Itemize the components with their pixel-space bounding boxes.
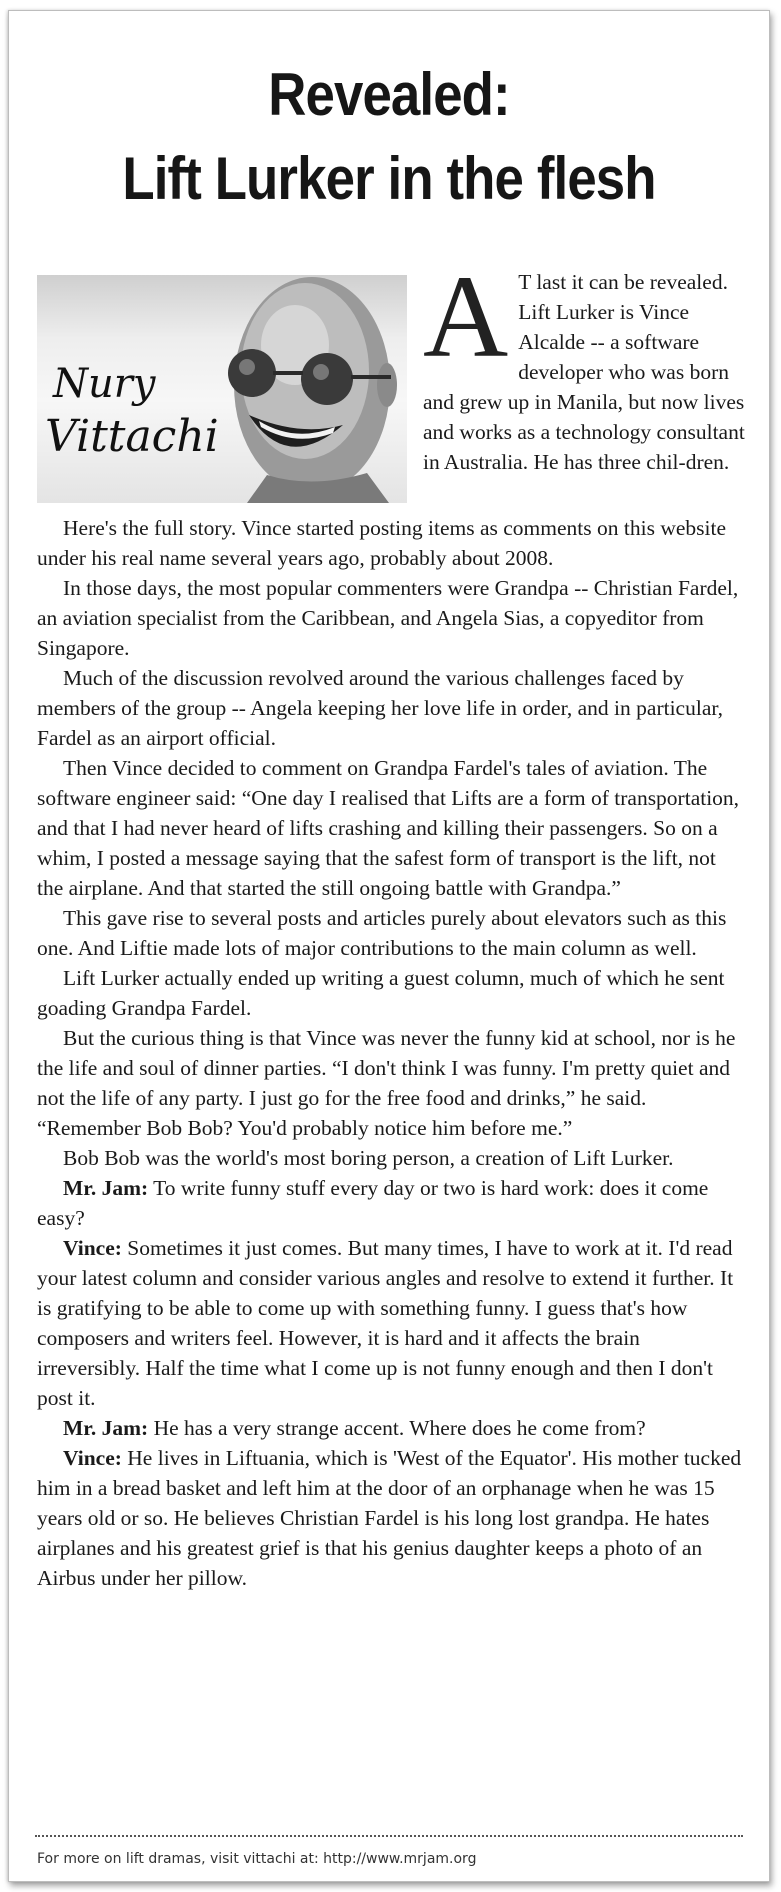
qa-speaker: Vince: bbox=[63, 1236, 122, 1260]
paragraph-7: But the curious thing is that Vince was never the funny kid at school, nor is he the life and soul of dinner parties. “I don't think I was funny. I'm pretty quiet and not the life of any party. I just go for the free food and drinks,” he said. “Remember Bob Bob? You'd probably notice him before me.” bbox=[37, 1026, 736, 1140]
qa-paragraph bbox=[37, 1413, 747, 1443]
qa-paragraph bbox=[37, 1173, 747, 1233]
dotted-divider bbox=[35, 1835, 743, 1837]
photo-name-line-2: Vittachi bbox=[45, 411, 219, 462]
qa-text: Sometimes it just comes. But many times, I have to work at it. I'd read your latest column and consider various angles and resolve to extend it further. It is gratifying to be able to come up with something funny. I guess that's how composers and writers feel. However, it is hard and it affects the brain irreversibly. Half the time what I come up is not funny enough and then I don't post it. bbox=[37, 1236, 734, 1410]
paragraph-5: This gave rise to several posts and articles purely about elevators such as this one. And Liftie made lots of major contributions to the main column as well. bbox=[37, 906, 727, 960]
qa-paragraph bbox=[37, 1443, 747, 1593]
photo-name-line-1: Nury bbox=[53, 361, 156, 407]
qa-speaker: Mr. Jam: bbox=[63, 1416, 149, 1440]
paragraph-3: Much of the discussion revolved around the various challenges faced by members of the group -- Angela keeping her love life in order, and in particular, Fardel as an airport official. bbox=[37, 666, 724, 750]
qa-text: He lives in Liftuania, which is 'West of the Equator'. His mother tucked him in a bread basket and left him at the door of an orphanage when he was 15 years old or so. He believes Christian Fardel is his long lost grandpa. He hates airplanes and his greatest grief is that his genius daughter keeps a photo of an Airbus under her pillow. bbox=[37, 1446, 742, 1590]
paragraph-2: In those days, the most popular commenters were Grandpa -- Christian Fardel, an aviation specialist from the Caribbean, and Angela Sias, a copyeditor from Singapore. bbox=[37, 576, 739, 660]
paragraph-6: Lift Lurker actually ended up writing a guest column, much of which he sent goading Grandpa Fardel. bbox=[37, 966, 725, 1020]
paragraph-1: Here's the full story. Vince started posting items as comments on this website under his real name several years ago, probably about 2008. bbox=[37, 516, 726, 570]
article-body bbox=[37, 251, 747, 1593]
headline-line-1: Revealed: bbox=[268, 61, 510, 128]
columnist-portrait-illustration bbox=[37, 275, 407, 503]
paragraph-4: Then Vince decided to comment on Grandpa Fardel's tales of aviation. The software engineer said: “One day I realised that Lifts are a form of transportation, and that I had never heard of lifts crashing and killing their passengers. So on a whim, I posted a message saying that the safest form of transport is the lift, not the airplane. And that started the still ongoing battle with Grandpa.” bbox=[37, 756, 740, 900]
qa-paragraph bbox=[37, 1233, 747, 1413]
qa-speaker: Mr. Jam: bbox=[63, 1176, 149, 1200]
qa-text: To write funny stuff every day or two is hard work: does it come easy? bbox=[37, 1176, 709, 1230]
footer-note: For more on lift dramas, visit vittachi at: http://www.mrjam.org bbox=[37, 1851, 477, 1867]
headline-line-2: Lift Lurker in the flesh bbox=[122, 145, 656, 212]
newspaper-page bbox=[8, 10, 770, 1882]
qa-speaker: Vince: bbox=[63, 1446, 122, 1470]
qa-text: He has a very strange accent. Where does he come from? bbox=[148, 1416, 646, 1440]
headline bbox=[55, 11, 724, 221]
paragraph-8: Bob Bob was the world's most boring person, a creation of Lift Lurker. bbox=[63, 1146, 674, 1170]
drop-cap: A bbox=[423, 251, 509, 382]
columnist-photo bbox=[37, 275, 407, 503]
lead-paragraph: T last it can be revealed. Lift Lurker is Vince Alcalde -- a software developer who was born and grew up in Manila, but now lives and works as a technology consultant in Australia. He has three chil-dren. bbox=[423, 270, 745, 474]
